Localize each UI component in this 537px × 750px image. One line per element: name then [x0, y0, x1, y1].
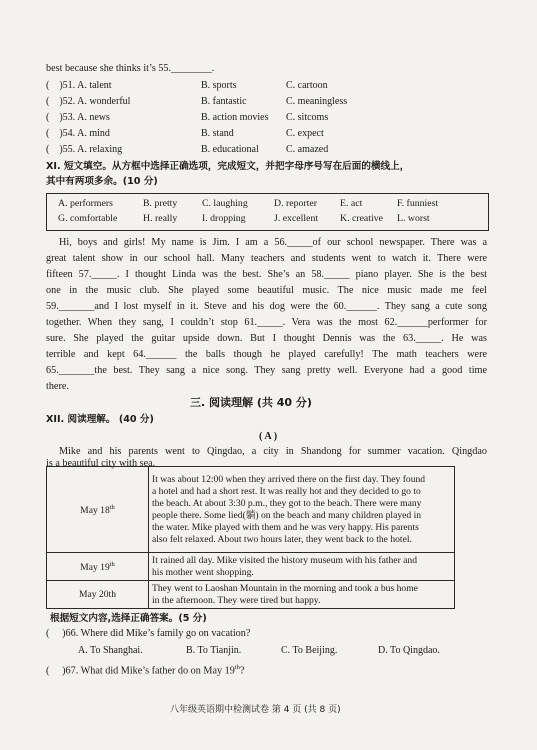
- q52-option-c: C. meaningless: [286, 96, 348, 107]
- reading-instruction: 根据短文内容,选择正确答案。(5 分): [50, 613, 207, 624]
- q66-option-a: A. To Shanghai.: [78, 645, 143, 656]
- description-line: They went to Laoshan Mountain in the morning and took a bus home: [152, 582, 418, 594]
- q54-option-c: C. expect: [286, 128, 324, 139]
- description-line: people there. Some lied(躺) on the beach and many children played in: [152, 509, 422, 521]
- q52-option-b: B. fantastic: [201, 96, 247, 107]
- intro-line: is a beautiful city with sea.: [46, 458, 156, 469]
- q66-option-c: C. To Beijing.: [281, 645, 338, 656]
- passage-line: together. When they sang, I couldn’t stop 61._____. Vera was the most 62.______performer for: [46, 317, 487, 328]
- word-option-b: B. pretty: [143, 198, 178, 209]
- q54-option-a: ( )54. A. mind: [46, 128, 110, 139]
- description-line: the beach. At about 3:30 p.m., they got to the beach. There were many: [152, 497, 422, 509]
- part3-title: 三. 阅读理解 (共 40 分): [190, 396, 312, 409]
- q51-option-a: ( )51. A. talent: [46, 80, 112, 91]
- table-row: [47, 467, 455, 553]
- passage-line: Hi, boys and girls! My name is Jim. I am a 56._____of our school newspaper. There was a: [59, 237, 487, 248]
- word-option-j: J. excellent: [274, 213, 319, 224]
- q66-option-d: D. To Qingdao.: [378, 645, 440, 656]
- page-footer: 八年级英语期中检测试卷 第 4 页 (共 8 页): [170, 705, 341, 715]
- schedule-date: May 20th: [47, 581, 149, 609]
- section-xii-heading: XII. 阅读理解。 (40 分): [46, 414, 154, 425]
- q53-option-c: C. sitcoms: [286, 112, 329, 123]
- word-option-e: E. act: [340, 198, 363, 209]
- description-line: also felt relaxed. About two hours later, they went back to the hotel.: [152, 533, 412, 545]
- word-option-k: K. creative: [340, 213, 383, 224]
- description-line: It rained all day. Mike visited the history museum with his father and: [152, 554, 418, 566]
- q51-option-c: C. cartoon: [286, 80, 328, 91]
- q55-option-a: ( )55. A. relaxing: [46, 144, 123, 155]
- schedule-date: May 18th: [47, 467, 149, 553]
- word-option-f: F. funniest: [397, 198, 439, 209]
- intro-line: Mike and his parents went to Qingdao, a city in Shandong for summer vacation. Qingdao: [59, 446, 487, 457]
- passage-line: fifteen 57._____. I thought Linda was the best. She’s an 58._____ piano player. She is the best: [46, 269, 487, 280]
- q50-continuation: best because she thinks it’s 55.________.: [46, 63, 215, 74]
- word-option-a: A. performers: [58, 198, 113, 209]
- q53-option-b: B. action movies: [201, 112, 269, 123]
- table-row: [47, 553, 455, 581]
- word-option-c: C. laughing: [202, 198, 248, 209]
- passage-line: one in the music club. She played some beautiful music. The nice music made me feel: [46, 285, 487, 296]
- q66-option-b: B. To Tianjin.: [186, 645, 242, 656]
- description-line: a hotel and had a short rest. It was really hot and they decided to go to: [152, 485, 421, 497]
- q55-option-c: C. amazed: [286, 144, 329, 155]
- section-xi-heading-line1: XI. 短文填空。从方框中选择正确选项，完成短文，并把字母序号写在后面的横线上，: [46, 161, 410, 172]
- q52-option-a: ( )52. A. wonderful: [46, 96, 131, 107]
- passage-a-label: ( A ): [259, 431, 278, 442]
- q66-stem: ( )66. Where did Mike’s family go on vacation?: [46, 628, 251, 639]
- word-option-g: G. comfortable: [58, 213, 118, 224]
- word-option-l: L. worst: [397, 213, 430, 224]
- description-line: his mother went shopping.: [152, 566, 254, 578]
- word-option-d: D. reporter: [274, 198, 317, 209]
- section-xi-heading-line2: 其中有两项多余。(10 分): [46, 176, 158, 187]
- q55-option-b: B. educational: [201, 144, 259, 155]
- schedule-description: [149, 581, 455, 609]
- description-line: in the afternoon. They were tired but happy.: [152, 594, 321, 606]
- passage-line: sure. She played the guitar upside down. But I thought Dennis was the 63._____. He was: [46, 333, 487, 344]
- word-option-h: H. really: [143, 213, 178, 224]
- schedule-description: [149, 467, 455, 553]
- description-line: the water. Mike played with them and he was very happy. His parents: [152, 521, 419, 533]
- passage-line: great talent show in our school hall. Many teachers and students went to watch it. There were: [46, 253, 487, 264]
- q51-option-b: B. sports: [201, 80, 237, 91]
- passage-line: there.: [46, 381, 69, 392]
- q53-option-a: ( )53. A. news: [46, 112, 110, 123]
- schedule-date: May 19th: [47, 553, 149, 581]
- word-option-i: I. dropping: [202, 213, 246, 224]
- description-line: It was about 12:00 when they arrived there on the first day. They found: [152, 473, 426, 485]
- schedule-table: [46, 466, 455, 609]
- passage-line: terrible and kept 64.______ the balls though he played carefully! The math teachers were: [46, 349, 487, 360]
- q67-stem: ( )67. What did Mike’s father do on May 19th?: [46, 664, 245, 677]
- passage-line: 59._______and I lost myself in it. Steve and his dog were the 60.______. They sang a cute song: [46, 301, 487, 312]
- schedule-description: [149, 553, 455, 581]
- word-bank-box: [46, 193, 489, 231]
- table-row: [47, 581, 455, 609]
- q54-option-b: B. stand: [201, 128, 234, 139]
- passage-line: 65._______the best. They sang a nice song. They sang pretty well. Everyone had a good time: [46, 365, 487, 376]
